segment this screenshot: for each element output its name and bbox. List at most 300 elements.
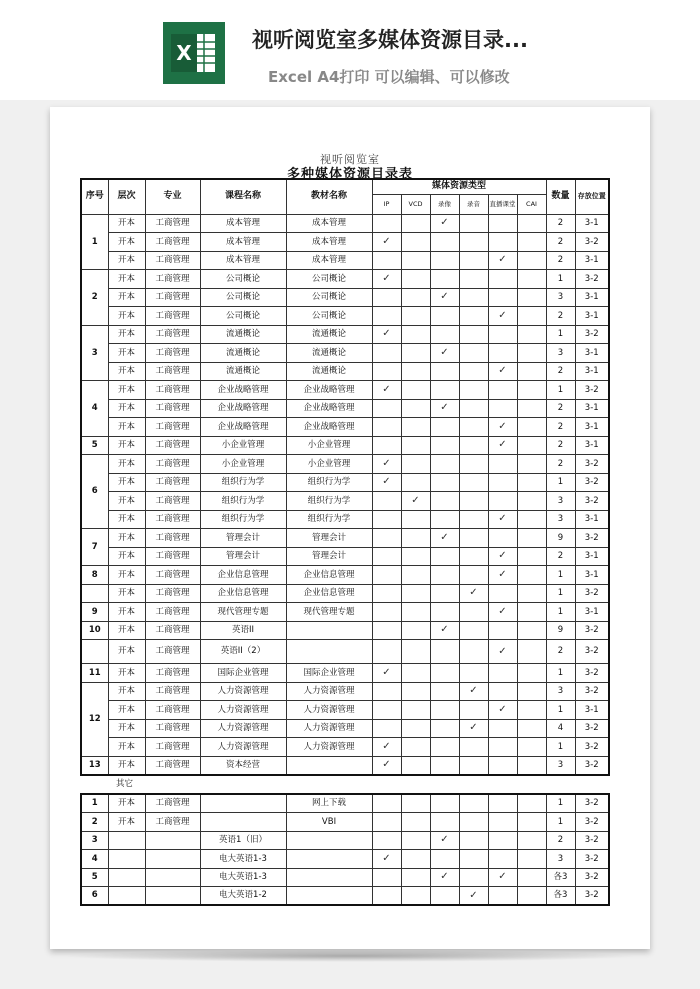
- table-row: [81, 270, 609, 289]
- media-cell: [401, 756, 430, 775]
- media-cell: [517, 547, 546, 566]
- col-course-header: 课程名称: [200, 179, 286, 214]
- row-seq: 5: [81, 436, 108, 455]
- check-mark-icon: ✓: [372, 270, 401, 289]
- row-major: 工商管理: [145, 270, 200, 289]
- row-location: 3-2: [575, 850, 609, 869]
- row-seq: 12: [81, 682, 108, 756]
- row-location: 3-2: [575, 584, 609, 603]
- row-material: 国际企业管理: [286, 664, 372, 683]
- row-location: 3-1: [575, 288, 609, 307]
- media-cell: [517, 529, 546, 548]
- row-material: [286, 887, 372, 906]
- check-mark-icon: ✓: [488, 436, 517, 455]
- row-seq: 6: [81, 455, 108, 529]
- row-count: 9: [546, 529, 575, 548]
- row-course: 电大英语1-3: [200, 868, 286, 887]
- table-row: [81, 868, 609, 887]
- check-mark-icon: ✓: [488, 362, 517, 381]
- col-location-header: 存放位置: [575, 179, 609, 214]
- check-mark-icon: ✓: [488, 251, 517, 270]
- row-level: 开本: [108, 756, 145, 775]
- media-cell: [459, 436, 488, 455]
- row-count: 3: [546, 756, 575, 775]
- row-major: 工商管理: [145, 362, 200, 381]
- row-count: 各3: [546, 868, 575, 887]
- row-count: 3: [546, 682, 575, 701]
- row-level: [108, 850, 145, 869]
- media-cell: [401, 850, 430, 869]
- media-cell: [517, 455, 546, 474]
- row-seq: 1: [81, 794, 108, 813]
- row-course: 流通概论: [200, 325, 286, 344]
- other-section-label: 其它: [116, 779, 134, 789]
- media-cell: [372, 510, 401, 529]
- row-major: 工商管理: [145, 621, 200, 640]
- row-location: 3-1: [575, 436, 609, 455]
- row-location: 3-1: [575, 418, 609, 437]
- media-cell: [401, 399, 430, 418]
- media-cell: [401, 381, 430, 400]
- table-row: [81, 701, 609, 720]
- media-cell: [459, 621, 488, 640]
- media-cell: [517, 344, 546, 363]
- media-cell: [517, 831, 546, 850]
- row-course: 公司概论: [200, 270, 286, 289]
- media-type-header: 录像: [430, 194, 459, 214]
- media-cell: [517, 473, 546, 492]
- row-level: 开本: [108, 418, 145, 437]
- row-count: 3: [546, 850, 575, 869]
- table-row: [81, 738, 609, 757]
- row-course: 小企业管理: [200, 436, 286, 455]
- media-cell: [488, 233, 517, 252]
- page-header: [0, 0, 700, 100]
- media-cell: [459, 344, 488, 363]
- check-mark-icon: ✓: [372, 850, 401, 869]
- row-course: 国际企业管理: [200, 664, 286, 683]
- media-cell: [517, 307, 546, 326]
- row-location: 3-2: [575, 455, 609, 474]
- media-cell: [459, 492, 488, 511]
- check-mark-icon: ✓: [372, 664, 401, 683]
- row-count: 2: [546, 547, 575, 566]
- media-cell: [372, 214, 401, 233]
- media-cell: [401, 664, 430, 683]
- check-mark-icon: ✓: [372, 473, 401, 492]
- media-cell: [430, 510, 459, 529]
- row-material: 小企业管理: [286, 455, 372, 474]
- media-cell: [401, 738, 430, 757]
- row-count: 2: [546, 831, 575, 850]
- row-level: 开本: [108, 813, 145, 832]
- document-subtitle: Excel A4打印 可以编辑、可以修改: [268, 68, 510, 86]
- media-cell: [372, 813, 401, 832]
- row-material: 网上下载: [286, 794, 372, 813]
- media-cell: [372, 566, 401, 585]
- sheet-page: [50, 107, 650, 949]
- media-cell: [430, 307, 459, 326]
- media-cell: [488, 529, 517, 548]
- media-cell: [401, 603, 430, 622]
- row-count: 2: [546, 436, 575, 455]
- media-cell: [517, 813, 546, 832]
- row-major: 工商管理: [145, 510, 200, 529]
- row-level: 开本: [108, 566, 145, 585]
- media-cell: [459, 664, 488, 683]
- media-cell: [401, 510, 430, 529]
- media-cell: [517, 492, 546, 511]
- row-count: 3: [546, 344, 575, 363]
- check-mark-icon: ✓: [372, 381, 401, 400]
- table-row: [81, 214, 609, 233]
- row-material: 公司概论: [286, 307, 372, 326]
- table-row: [81, 418, 609, 437]
- media-cell: [430, 584, 459, 603]
- document-title: 视听阅览室多媒体资源目录...: [252, 28, 528, 52]
- media-cell: [401, 584, 430, 603]
- media-cell: [372, 868, 401, 887]
- media-cell: [517, 603, 546, 622]
- row-material: [286, 756, 372, 775]
- row-seq: 4: [81, 850, 108, 869]
- media-cell: [372, 719, 401, 738]
- row-count: 1: [546, 473, 575, 492]
- media-cell: [517, 682, 546, 701]
- media-cell: [517, 756, 546, 775]
- row-level: 开本: [108, 603, 145, 622]
- media-cell: [430, 473, 459, 492]
- row-major: 工商管理: [145, 307, 200, 326]
- media-cell: [488, 492, 517, 511]
- row-location: 3-2: [575, 473, 609, 492]
- row-count: 2: [546, 399, 575, 418]
- check-mark-icon: ✓: [488, 547, 517, 566]
- media-cell: [459, 399, 488, 418]
- table-row: [81, 719, 609, 738]
- media-cell: [430, 270, 459, 289]
- media-cell: [372, 288, 401, 307]
- row-major: 工商管理: [145, 233, 200, 252]
- media-cell: [459, 603, 488, 622]
- row-material: 公司概论: [286, 270, 372, 289]
- row-seq: [81, 640, 108, 664]
- row-level: 开本: [108, 381, 145, 400]
- row-count: 4: [546, 719, 575, 738]
- row-material: 流通概论: [286, 344, 372, 363]
- media-cell: [459, 473, 488, 492]
- row-course: 资本经营: [200, 756, 286, 775]
- col-major-header: 专业: [145, 179, 200, 214]
- row-material: [286, 621, 372, 640]
- row-course: 管理会计: [200, 529, 286, 548]
- row-seq: 2: [81, 813, 108, 832]
- media-cell: [488, 682, 517, 701]
- row-major: [145, 831, 200, 850]
- row-course: 管理会计: [200, 547, 286, 566]
- media-cell: [372, 436, 401, 455]
- media-cell: [401, 868, 430, 887]
- media-cell: [459, 813, 488, 832]
- media-cell: [430, 436, 459, 455]
- table-row: [81, 664, 609, 683]
- row-seq: 10: [81, 621, 108, 640]
- row-course: 流通概论: [200, 362, 286, 381]
- media-cell: [517, 510, 546, 529]
- row-level: 开本: [108, 325, 145, 344]
- row-material: 人力资源管理: [286, 701, 372, 720]
- row-level: 开本: [108, 510, 145, 529]
- check-mark-icon: ✓: [430, 288, 459, 307]
- row-material: 现代管理专题: [286, 603, 372, 622]
- row-material: 企业战略管理: [286, 381, 372, 400]
- media-cell: [430, 325, 459, 344]
- media-cell: [401, 325, 430, 344]
- row-location: 3-2: [575, 719, 609, 738]
- media-cell: [517, 584, 546, 603]
- media-cell: [459, 547, 488, 566]
- row-count: 9: [546, 621, 575, 640]
- row-level: 开本: [108, 529, 145, 548]
- media-cell: [459, 850, 488, 869]
- check-mark-icon: ✓: [488, 418, 517, 437]
- row-material: 流通概论: [286, 325, 372, 344]
- row-location: 3-2: [575, 270, 609, 289]
- media-type-header: IP: [372, 194, 401, 214]
- row-level: 开本: [108, 233, 145, 252]
- row-level: 开本: [108, 307, 145, 326]
- media-cell: [372, 682, 401, 701]
- media-cell: [372, 529, 401, 548]
- row-major: 工商管理: [145, 288, 200, 307]
- row-material: 人力资源管理: [286, 719, 372, 738]
- check-mark-icon: ✓: [401, 492, 430, 511]
- check-mark-icon: ✓: [488, 701, 517, 720]
- row-count: 各3: [546, 887, 575, 906]
- table-row: [81, 756, 609, 775]
- row-count: 1: [546, 584, 575, 603]
- row-location: 3-2: [575, 325, 609, 344]
- media-cell: [401, 719, 430, 738]
- row-count: 3: [546, 492, 575, 511]
- media-cell: [517, 270, 546, 289]
- row-seq: 4: [81, 381, 108, 437]
- row-major: 工商管理: [145, 640, 200, 664]
- media-cell: [517, 288, 546, 307]
- row-location: 3-1: [575, 307, 609, 326]
- media-cell: [517, 887, 546, 906]
- media-cell: [488, 270, 517, 289]
- media-cell: [401, 640, 430, 664]
- row-seq: 11: [81, 664, 108, 683]
- media-cell: [488, 719, 517, 738]
- check-mark-icon: ✓: [488, 640, 517, 664]
- row-major: 工商管理: [145, 325, 200, 344]
- media-cell: [459, 251, 488, 270]
- row-major: 工商管理: [145, 701, 200, 720]
- row-count: 1: [546, 794, 575, 813]
- row-level: 开本: [108, 701, 145, 720]
- row-count: 2: [546, 455, 575, 474]
- row-course: 人力资源管理: [200, 701, 286, 720]
- media-cell: [372, 794, 401, 813]
- row-level: 开本: [108, 492, 145, 511]
- row-course: 企业战略管理: [200, 381, 286, 400]
- row-course: 组织行为学: [200, 492, 286, 511]
- row-course: 公司概论: [200, 288, 286, 307]
- row-material: 流通概论: [286, 362, 372, 381]
- media-cell: [488, 756, 517, 775]
- table-row: [81, 288, 609, 307]
- media-cell: [430, 719, 459, 738]
- row-location: 3-2: [575, 794, 609, 813]
- media-cell: [488, 850, 517, 869]
- row-major: 工商管理: [145, 344, 200, 363]
- media-cell: [372, 640, 401, 664]
- row-major: 工商管理: [145, 756, 200, 775]
- row-course: 企业战略管理: [200, 418, 286, 437]
- row-seq: 9: [81, 603, 108, 622]
- row-level: 开本: [108, 664, 145, 683]
- check-mark-icon: ✓: [372, 756, 401, 775]
- media-cell: [517, 251, 546, 270]
- row-level: 开本: [108, 288, 145, 307]
- check-mark-icon: ✓: [488, 566, 517, 585]
- row-count: 3: [546, 288, 575, 307]
- media-cell: [459, 455, 488, 474]
- row-major: 工商管理: [145, 603, 200, 622]
- row-major: 工商管理: [145, 418, 200, 437]
- media-cell: [372, 344, 401, 363]
- media-cell: [488, 887, 517, 906]
- media-cell: [459, 831, 488, 850]
- check-mark-icon: ✓: [372, 325, 401, 344]
- media-cell: [488, 584, 517, 603]
- media-cell: [372, 603, 401, 622]
- media-cell: [372, 251, 401, 270]
- table-row: [81, 584, 609, 603]
- media-cell: [517, 621, 546, 640]
- col-material-header: 教材名称: [286, 179, 372, 214]
- table-row: [81, 381, 609, 400]
- row-seq: [81, 584, 108, 603]
- media-cell: [517, 850, 546, 869]
- media-cell: [401, 251, 430, 270]
- row-major: 工商管理: [145, 664, 200, 683]
- row-level: 开本: [108, 436, 145, 455]
- table-row: [81, 233, 609, 252]
- row-seq: 1: [81, 214, 108, 270]
- media-cell: [401, 214, 430, 233]
- row-course: 企业信息管理: [200, 566, 286, 585]
- check-mark-icon: ✓: [430, 621, 459, 640]
- row-level: [108, 868, 145, 887]
- media-cell: [488, 344, 517, 363]
- media-cell: [459, 640, 488, 664]
- media-cell: [372, 621, 401, 640]
- media-cell: [372, 547, 401, 566]
- row-location: 3-1: [575, 399, 609, 418]
- row-level: 开本: [108, 399, 145, 418]
- media-cell: [372, 584, 401, 603]
- row-level: 开本: [108, 584, 145, 603]
- row-level: 开本: [108, 794, 145, 813]
- row-major: 工商管理: [145, 529, 200, 548]
- row-course: 电大英语1-2: [200, 887, 286, 906]
- row-seq: 3: [81, 831, 108, 850]
- media-cell: [401, 682, 430, 701]
- media-cell: [517, 325, 546, 344]
- media-cell: [401, 566, 430, 585]
- row-location: 3-1: [575, 547, 609, 566]
- row-material: 企业战略管理: [286, 418, 372, 437]
- row-course: 组织行为学: [200, 473, 286, 492]
- table-row: [81, 436, 609, 455]
- row-course: 组织行为学: [200, 510, 286, 529]
- row-material: 人力资源管理: [286, 682, 372, 701]
- row-location: 3-2: [575, 529, 609, 548]
- media-cell: [401, 794, 430, 813]
- table-row: [81, 473, 609, 492]
- row-count: 1: [546, 738, 575, 757]
- row-count: 1: [546, 270, 575, 289]
- media-cell: [459, 288, 488, 307]
- row-count: 1: [546, 566, 575, 585]
- row-material: 公司概论: [286, 288, 372, 307]
- row-location: 3-1: [575, 344, 609, 363]
- media-cell: [430, 794, 459, 813]
- row-level: 开本: [108, 738, 145, 757]
- media-cell: [459, 868, 488, 887]
- row-seq: 7: [81, 529, 108, 566]
- row-major: [145, 850, 200, 869]
- row-location: 3-1: [575, 603, 609, 622]
- media-cell: [459, 738, 488, 757]
- media-cell: [430, 418, 459, 437]
- media-cell: [430, 850, 459, 869]
- media-cell: [488, 794, 517, 813]
- media-cell: [430, 682, 459, 701]
- table-row: [81, 529, 609, 548]
- table-row: [81, 831, 609, 850]
- media-cell: [401, 288, 430, 307]
- media-cell: [488, 831, 517, 850]
- check-mark-icon: ✓: [488, 603, 517, 622]
- media-cell: [488, 325, 517, 344]
- row-material: 组织行为学: [286, 473, 372, 492]
- media-cell: [517, 701, 546, 720]
- row-course: 企业信息管理: [200, 584, 286, 603]
- table-row: [81, 547, 609, 566]
- sheet-title: 多种媒体资源目录表: [286, 167, 413, 182]
- media-cell: [401, 455, 430, 474]
- row-major: 工商管理: [145, 492, 200, 511]
- row-course: 公司概论: [200, 307, 286, 326]
- media-cell: [517, 214, 546, 233]
- row-level: 开本: [108, 362, 145, 381]
- sheet-supertitle: 视听阅览室: [320, 153, 380, 166]
- row-seq: 8: [81, 566, 108, 585]
- row-seq: 6: [81, 887, 108, 906]
- row-level: 开本: [108, 214, 145, 233]
- row-major: [145, 868, 200, 887]
- row-material: 小企业管理: [286, 436, 372, 455]
- table-row: [81, 251, 609, 270]
- row-location: 3-1: [575, 214, 609, 233]
- media-cell: [401, 701, 430, 720]
- row-count: 1: [546, 701, 575, 720]
- media-cell: [459, 214, 488, 233]
